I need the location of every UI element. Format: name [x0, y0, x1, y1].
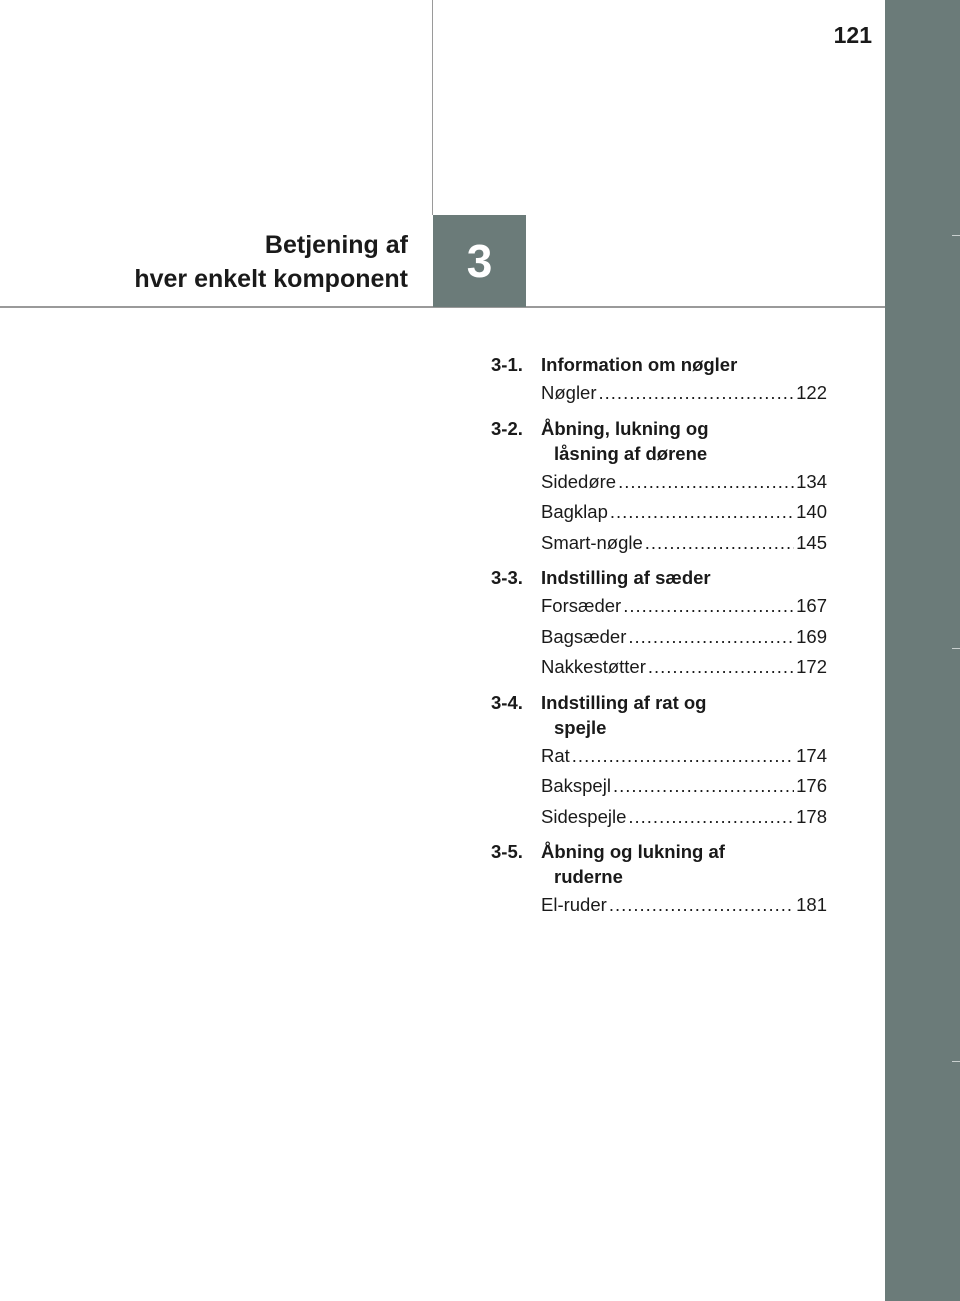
dot-leader	[628, 802, 794, 832]
entry-page: 174	[796, 744, 827, 766]
section-title	[541, 352, 827, 377]
entry-label: Bagsæder	[541, 625, 627, 647]
page-number: 121	[833, 22, 872, 48]
entry-label: Nakkestøtter	[541, 656, 646, 677]
section-title-line-2: ruderne	[554, 866, 623, 887]
tab-tick	[952, 1061, 960, 1062]
entry-label: El-ruder	[541, 894, 607, 915]
entry-label: Rat	[541, 744, 570, 766]
section-title-line-1: Indstilling af sæder	[541, 567, 711, 588]
section-title	[541, 839, 827, 889]
entry-page: 181	[796, 894, 827, 915]
side-tab	[885, 0, 960, 1301]
section-heading	[491, 352, 827, 377]
section-title-line-1: Indstilling af rat og	[541, 691, 707, 713]
section-number: 3-3.	[491, 567, 523, 588]
section-title	[541, 416, 827, 466]
toc-section-3-4	[491, 690, 827, 832]
entry-label: Nøgler	[541, 382, 597, 403]
entry-page: 178	[796, 805, 827, 827]
toc-section-3-1	[491, 352, 827, 408]
toc-entry[interactable]	[491, 378, 827, 408]
toc-entry[interactable]	[491, 591, 827, 621]
dot-leader	[599, 378, 795, 408]
toc-entry[interactable]	[491, 741, 827, 771]
entry-page: 169	[796, 625, 827, 647]
toc-entry[interactable]	[491, 802, 827, 832]
section-title	[541, 565, 827, 590]
table-of-contents	[491, 352, 827, 928]
dot-leader	[648, 652, 794, 682]
dot-leader	[623, 591, 794, 621]
dot-leader	[628, 622, 794, 652]
chapter-title-line-1: Betjening af	[264, 231, 408, 259]
section-number: 3-5.	[491, 841, 523, 862]
toc-entry[interactable]	[491, 622, 827, 652]
entry-label: Forsæder	[541, 595, 622, 616]
section-heading	[491, 416, 827, 466]
dot-leader	[613, 771, 794, 801]
dot-leader	[609, 890, 794, 920]
section-number: 3-4.	[491, 691, 523, 713]
chapter-title-line-2: hver enkelt komponent	[134, 265, 408, 293]
toc-entry[interactable]	[491, 528, 827, 558]
entry-label: Sidedøre	[541, 470, 617, 492]
section-title-line-2: spejle	[554, 716, 607, 738]
toc-section-3-5	[491, 839, 827, 920]
section-title-line-1: Åbning, lukning og	[541, 417, 709, 439]
section-heading	[491, 690, 827, 740]
dot-leader	[645, 528, 794, 558]
entry-label: Smart-nøgle	[541, 531, 643, 553]
dot-leader	[618, 467, 794, 497]
entry-label: Sidespejle	[541, 805, 627, 827]
entry-page: 145	[796, 531, 827, 553]
dot-leader	[572, 741, 794, 771]
dot-leader	[610, 497, 794, 527]
vertical-rule	[432, 0, 433, 215]
section-title-line-1: Information om nøgler	[541, 354, 738, 375]
section-title	[541, 690, 827, 740]
chapter-number-box: 3	[433, 215, 526, 307]
section-number: 3-1.	[491, 354, 523, 375]
toc-section-3-3	[491, 565, 827, 682]
toc-section-3-2	[491, 416, 827, 558]
section-title-line-1: Åbning og lukning af	[541, 841, 725, 862]
section-number: 3-2.	[491, 417, 523, 439]
entry-page: 172	[796, 656, 827, 677]
entry-page: 134	[796, 470, 827, 492]
toc-entry[interactable]	[491, 652, 827, 682]
entry-page: 176	[796, 775, 827, 796]
entry-page: 167	[796, 595, 827, 616]
entry-page: 122	[796, 382, 827, 403]
tab-tick	[952, 235, 960, 236]
toc-entry[interactable]	[491, 890, 827, 920]
section-heading	[491, 839, 827, 889]
toc-entry[interactable]	[491, 771, 827, 801]
entry-label: Bagklap	[541, 501, 608, 522]
section-heading	[491, 565, 827, 590]
entry-page: 140	[796, 501, 827, 522]
section-title-line-2: låsning af dørene	[554, 442, 708, 464]
toc-entry[interactable]	[491, 467, 827, 497]
tab-tick	[952, 648, 960, 649]
toc-entry[interactable]	[491, 497, 827, 527]
entry-label: Bakspejl	[541, 775, 611, 796]
chapter-title	[134, 228, 408, 296]
